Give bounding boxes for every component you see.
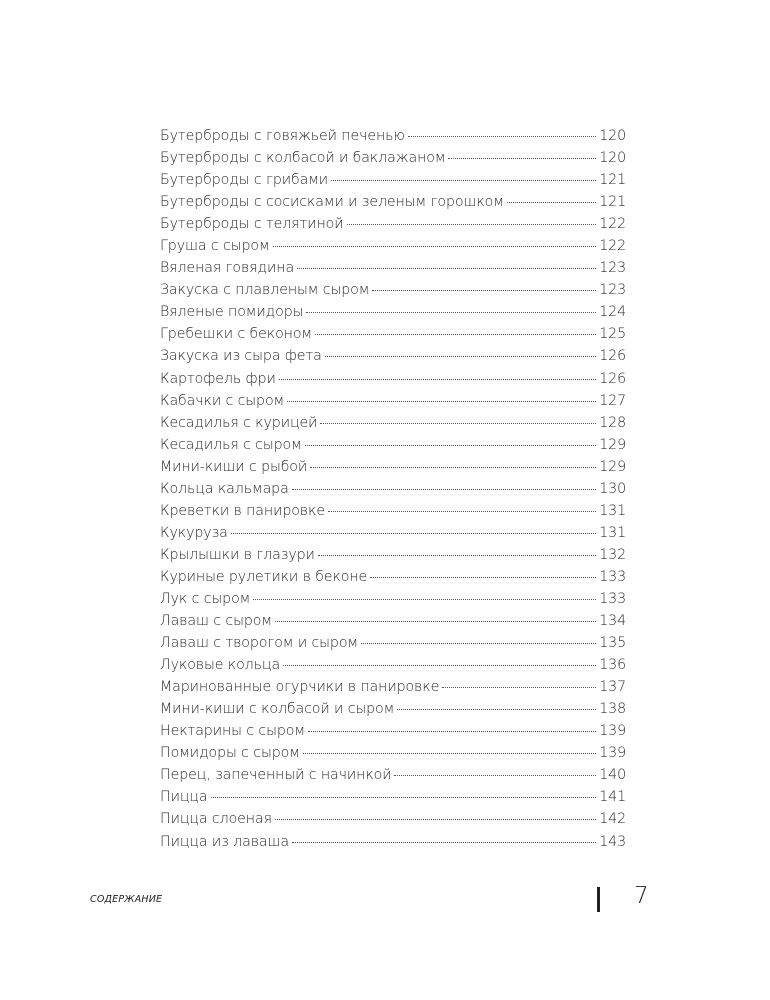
toc-entry-title: Мини-киши с рыбой	[160, 458, 308, 475]
toc-entry	[160, 547, 626, 569]
dot-leader	[448, 158, 596, 159]
toc-entry	[160, 282, 626, 304]
toc-entry-page: 131	[599, 524, 626, 541]
toc-entry-page: 134	[599, 613, 626, 630]
dot-leader	[328, 511, 596, 512]
toc-entry	[160, 260, 626, 282]
toc-entry-title: Лаваш с сыром	[160, 613, 272, 630]
toc-entry-title: Пицца из лаваша	[160, 833, 290, 850]
toc-entry	[160, 723, 626, 745]
dot-leader	[347, 224, 597, 225]
toc-entry	[160, 371, 626, 393]
toc-entry-title: Закуска с плавленым сыром	[160, 282, 370, 299]
dot-leader	[320, 423, 596, 424]
toc-entry-title: Куриные рулетики в беконе	[160, 568, 368, 585]
toc-entry	[160, 216, 626, 238]
dot-leader	[273, 246, 597, 247]
toc-entry-page: 135	[599, 635, 626, 652]
toc-entry	[160, 635, 626, 657]
toc-entry-page: 131	[599, 502, 626, 519]
toc-entry	[160, 172, 626, 194]
toc-entry	[160, 481, 626, 503]
toc-entry-page: 120	[599, 150, 626, 167]
toc-entry-title: Бутерброды с колбасой и баклажаном	[160, 150, 446, 167]
dot-leader	[292, 489, 597, 490]
toc-entry	[160, 679, 626, 701]
toc-entry-title: Нектарины с сыром	[160, 723, 305, 740]
toc-entry-page: 136	[599, 657, 626, 674]
toc-entry-title: Бутерброды с говяжьей печенью	[160, 128, 405, 144]
dot-leader	[292, 842, 596, 843]
toc-entry	[160, 304, 626, 326]
toc-entry-page: 125	[599, 326, 626, 343]
dot-leader	[211, 797, 597, 798]
toc-entry-page: 129	[599, 436, 626, 453]
toc-entry-page: 123	[599, 282, 626, 299]
dot-leader	[372, 290, 596, 291]
toc-entry-page: 133	[599, 590, 626, 607]
toc-entry-title: Кукуруза	[160, 524, 228, 541]
dot-leader	[318, 555, 596, 556]
toc-entry-title: Бутерброды с грибами	[160, 172, 329, 189]
toc-entry	[160, 348, 626, 370]
toc-entry-page: 140	[599, 767, 626, 784]
toc-entry	[160, 128, 626, 150]
dot-leader	[325, 356, 597, 357]
dot-leader	[331, 180, 596, 181]
dot-leader	[507, 202, 596, 203]
dot-leader	[297, 268, 596, 269]
toc-entry	[160, 834, 626, 856]
dot-leader	[308, 731, 596, 732]
dot-leader	[370, 577, 596, 578]
toc-entry	[160, 415, 626, 437]
dot-leader	[310, 467, 596, 468]
toc-entry	[160, 701, 626, 723]
toc-entry	[160, 503, 626, 525]
toc-entry	[160, 525, 626, 547]
toc-entry	[160, 745, 626, 767]
toc-entry	[160, 613, 626, 635]
toc-entry-title: Перец, запеченный с начинкой	[160, 767, 392, 784]
toc-entry-page: 130	[599, 480, 626, 497]
toc-entry-page: 120	[599, 128, 626, 144]
toc-entry-page: 121	[599, 172, 626, 189]
toc-entry-title: Картофель фри	[160, 370, 276, 387]
dot-leader	[315, 334, 596, 335]
toc-entry	[160, 459, 626, 481]
toc-entry-title: Помидоры с сыром	[160, 745, 300, 762]
toc-entry-title: Мини-киши с колбасой и сыром	[160, 701, 395, 718]
dot-leader	[394, 775, 596, 776]
dot-leader	[408, 136, 596, 137]
toc-entry-title: Кесадилья с сыром	[160, 436, 302, 453]
dot-leader	[306, 312, 596, 313]
toc-entry-title: Вяленые помидоры	[160, 304, 304, 321]
toc-entry-page: 122	[599, 216, 626, 233]
dot-leader	[305, 445, 596, 446]
toc-entry-title: Бутерброды с сосисками и зеленым горошком	[160, 194, 504, 211]
toc-entry	[160, 194, 626, 216]
toc-entry-page: 129	[599, 458, 626, 475]
toc-entry-title: Маринованные огурчики в панировке	[160, 679, 440, 696]
toc-entry-title: Пицца	[160, 789, 208, 806]
toc-entry-title: Пицца слоеная	[160, 811, 272, 828]
toc-entry-page: 137	[599, 679, 626, 696]
page-number: 7	[634, 883, 649, 909]
toc-entry-title: Гребешки с беконом	[160, 326, 313, 343]
toc-entry	[160, 238, 626, 260]
toc-entry-page: 142	[599, 811, 626, 828]
toc-entry-page: 127	[599, 392, 626, 409]
toc-entry-page: 143	[599, 833, 626, 850]
toc-entry-page: 124	[599, 304, 626, 321]
toc-entry-title: Крылышки в глазури	[160, 546, 315, 563]
toc-entry	[160, 437, 626, 459]
toc-entry-title: Кольца кальмара	[160, 480, 289, 497]
toc-entry-page: 139	[599, 723, 626, 740]
toc-entry-page: 121	[599, 194, 626, 211]
toc-entry-page: 133	[599, 568, 626, 585]
dot-leader	[231, 533, 596, 534]
toc-entry	[160, 591, 626, 613]
toc-entry-title: Вяленая говядина	[160, 260, 295, 277]
dot-leader	[275, 621, 596, 622]
toc-entry	[160, 150, 626, 172]
toc-entry-title: Креветки в панировке	[160, 502, 325, 519]
footer-divider	[597, 887, 600, 912]
dot-leader	[279, 379, 597, 380]
toc-entry-page: 126	[599, 348, 626, 365]
toc-entry	[160, 657, 626, 679]
toc-entry	[160, 569, 626, 591]
running-footer-section: СОДЕРЖАНИЕ	[90, 894, 163, 905]
dot-leader	[283, 665, 596, 666]
toc-entry-title: Кесадилья с курицей	[160, 414, 318, 431]
toc-entry-page: 139	[599, 745, 626, 762]
toc-entry-page: 138	[599, 701, 626, 718]
toc-entry-title: Бутерброды с телятиной	[160, 216, 344, 233]
dot-leader	[287, 401, 596, 402]
toc-entry-page: 132	[599, 546, 626, 563]
toc-entry-page: 126	[599, 370, 626, 387]
toc-entry	[160, 811, 626, 833]
toc-entry-page: 123	[599, 260, 626, 277]
toc-entry-title: Луковые кольца	[160, 657, 281, 674]
toc-entry-title: Закуска из сыра фета	[160, 348, 322, 365]
dot-leader	[303, 753, 596, 754]
toc-entry-page: 141	[599, 789, 626, 806]
table-of-contents	[160, 128, 626, 856]
toc-entry-title: Лук с сыром	[160, 590, 251, 607]
toc-entry-page: 122	[599, 238, 626, 255]
toc-entry	[160, 767, 626, 789]
dot-leader	[397, 709, 596, 710]
toc-entry-title: Груша с сыром	[160, 238, 270, 255]
toc-entry-page: 128	[599, 414, 626, 431]
toc-entry-title: Кабачки с сыром	[160, 392, 285, 409]
toc-entry	[160, 393, 626, 415]
dot-leader	[253, 599, 596, 600]
dot-leader	[275, 819, 596, 820]
dot-leader	[361, 643, 596, 644]
toc-entry	[160, 789, 626, 811]
toc-entry	[160, 326, 626, 348]
toc-entry-title: Лаваш с творогом и сыром	[160, 635, 359, 652]
dot-leader	[442, 687, 596, 688]
